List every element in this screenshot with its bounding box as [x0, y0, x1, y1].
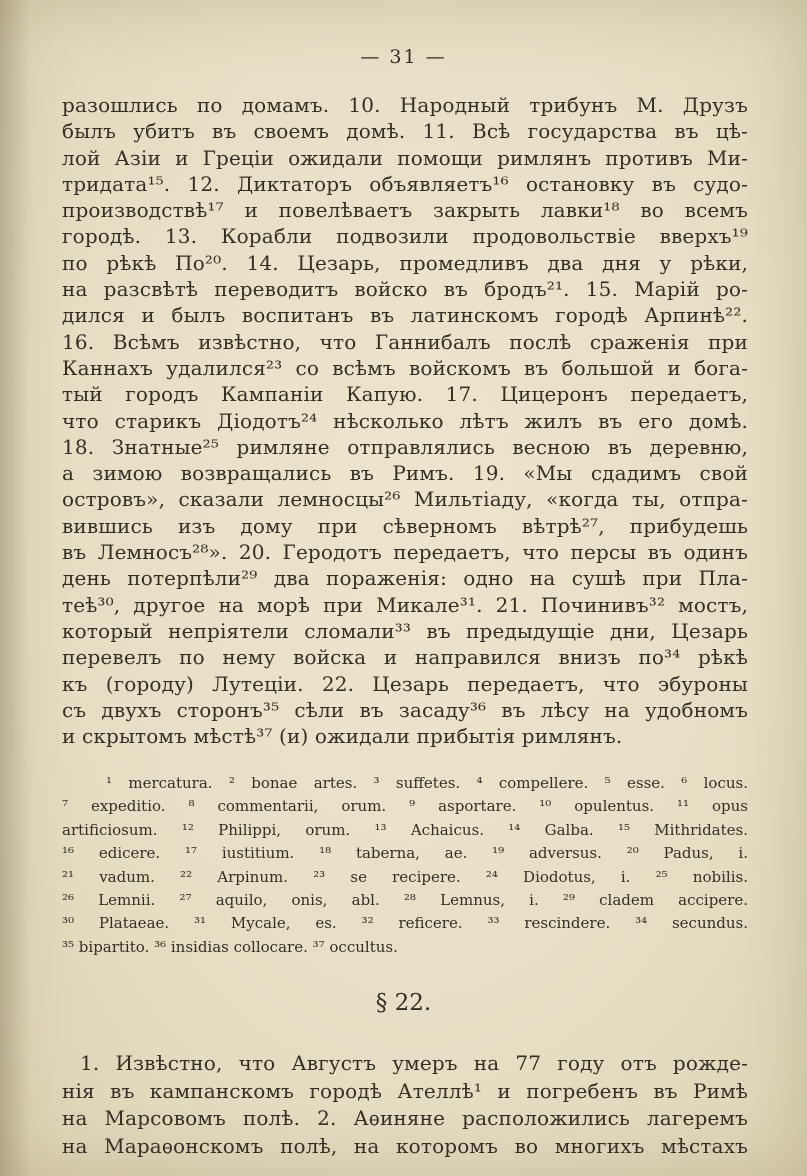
exercise-text — [62, 92, 748, 749]
text-line: съ двухъ сторонъ³⁵ сѣли въ засаду³⁶ въ лѣсу на удобномъ — [62, 697, 748, 722]
text-line: что старикъ Діодотъ²⁴ нѣсколько лѣтъ жилъ въ его домѣ. — [62, 408, 748, 433]
text-line: дился и былъ воспитанъ въ латинскомъ городѣ Арпинѣ²². — [62, 303, 748, 328]
text-line: ¹ mercatura. ² bonae artes. ³ suffetes. ⁴ compellere. ⁵ esse. ⁶ locus. — [106, 774, 748, 792]
text-line: 1. Извѣстно, что Августъ умеръ на 77 году отъ рожде- — [80, 1051, 748, 1075]
text-line: и скрытомъ мѣстѣ³⁷ (и) ожидали прибытія римлянъ. — [62, 724, 623, 749]
footnotes — [62, 772, 748, 959]
text-line: къ (городу) Лутеціи. 22. Цезарь передаетъ, что эбуроны — [62, 671, 748, 696]
text-line: нія въ кампанскомъ городѣ Ателлѣ¹ и погребенъ въ Римѣ — [62, 1078, 748, 1103]
text-line: 16. Всѣмъ извѣстно, что Ганнибалъ послѣ сраженія при — [62, 329, 748, 354]
section-heading: § 22. — [375, 990, 432, 1016]
text-line: ³⁰ Plataeae. ³¹ Mycale, es. ³² reficere. ³³ rescindere. ³⁴ secundus. — [62, 914, 748, 933]
text-line: ²¹ vadum. ²² Arpinum. ²³ se recipere. ²⁴ Diodotus, i. ²⁵ nobilis. — [62, 867, 748, 886]
text-line: вившись изъ дому при сѣверномъ вѣтрѣ²⁷, прибудешь — [62, 513, 748, 538]
text-line: на Марсовомъ полѣ. 2. Аѳиняне расположились лагеремъ — [62, 1106, 748, 1131]
text-line: а зимою возвращались въ Римъ. 19. «Мы сдадимъ свой — [62, 461, 748, 486]
text-line: островъ», сказали лемносцы²⁶ Мильтіаду, «когда ты, отпра- — [62, 487, 748, 512]
text-line: по рѣкѣ По²⁰. 14. Цезарь, промедливъ два дня у рѣки, — [62, 250, 748, 275]
text-line: былъ убитъ въ своемъ домѣ. 11. Всѣ государства въ цѣ- — [62, 119, 748, 144]
page-number: — 31 — — [360, 46, 447, 68]
section-text — [62, 1050, 748, 1160]
text-line: тридата¹⁵. 12. Диктаторъ объявляетъ¹⁶ остановку въ судо- — [62, 171, 748, 196]
text-line: теѣ³⁰, другое на морѣ при Микале³¹. 21. Починивъ³² мостъ, — [62, 592, 748, 617]
text-line: на разсвѣтѣ переводитъ войско въ бродъ²¹. 15. Марій ро- — [62, 277, 748, 302]
text-line: artificiosum. ¹² Philippi, orum. ¹³ Achaicus. ¹⁴ Galba. ¹⁵ Mithridates. — [62, 820, 748, 839]
text-line: ²⁶ Lemnii. ²⁷ aquilo, onis, abl. ²⁸ Lemnus, i. ²⁹ cladem accipere. — [62, 891, 748, 910]
text-line: день потерпѣли²⁹ два пораженія: одно на сушѣ при Пла- — [62, 566, 748, 591]
text-line: который непріятели сломали³³ въ предыдущіе дни, Цезарь — [62, 618, 748, 643]
text-line: городѣ. 13. Корабли подвозили продовольствіе вверхъ¹⁹ — [62, 224, 748, 249]
text-line: ¹⁶ edicere. ¹⁷ iustitium. ¹⁸ taberna, ae. ¹⁹ adversus. ²⁰ Padus, i. — [62, 844, 748, 863]
text-line: ³⁵ bipartito. ³⁶ insidias collocare. ³⁷ occultus. — [62, 937, 398, 956]
text-line: тый городъ Кампаніи Капую. 17. Цицеронъ передаетъ, — [62, 382, 748, 407]
text-line: Каннахъ удалился²³ со всѣмъ войскомъ въ большой и бога- — [62, 355, 748, 380]
text-line: въ Лемносъ²⁸». 20. Геродотъ передаетъ, что персы въ одинъ — [62, 540, 748, 565]
text-line: разошлись по домамъ. 10. Народный трибунъ М. Друзъ — [62, 93, 748, 117]
text-line: на Мараѳонскомъ полѣ, на которомъ во многихъ мѣстахъ — [62, 1133, 748, 1158]
text-line: ⁷ expeditio. ⁸ commentarii, orum. ⁹ asportare. ¹⁰ opulentus. ¹¹ opus — [62, 797, 748, 816]
text-line: лой Азіи и Греціи ожидали помощи римлянъ противъ Ми- — [62, 145, 748, 170]
text-line: производствѣ¹⁷ и повелѣваетъ закрыть лавки¹⁸ во всемъ — [62, 198, 748, 223]
text-line: 18. Знатные²⁵ римляне отправлялись весною въ деревню, — [62, 434, 748, 459]
text-line: перевелъ по нему войска и направился внизъ по³⁴ рѣкѣ — [62, 645, 748, 670]
